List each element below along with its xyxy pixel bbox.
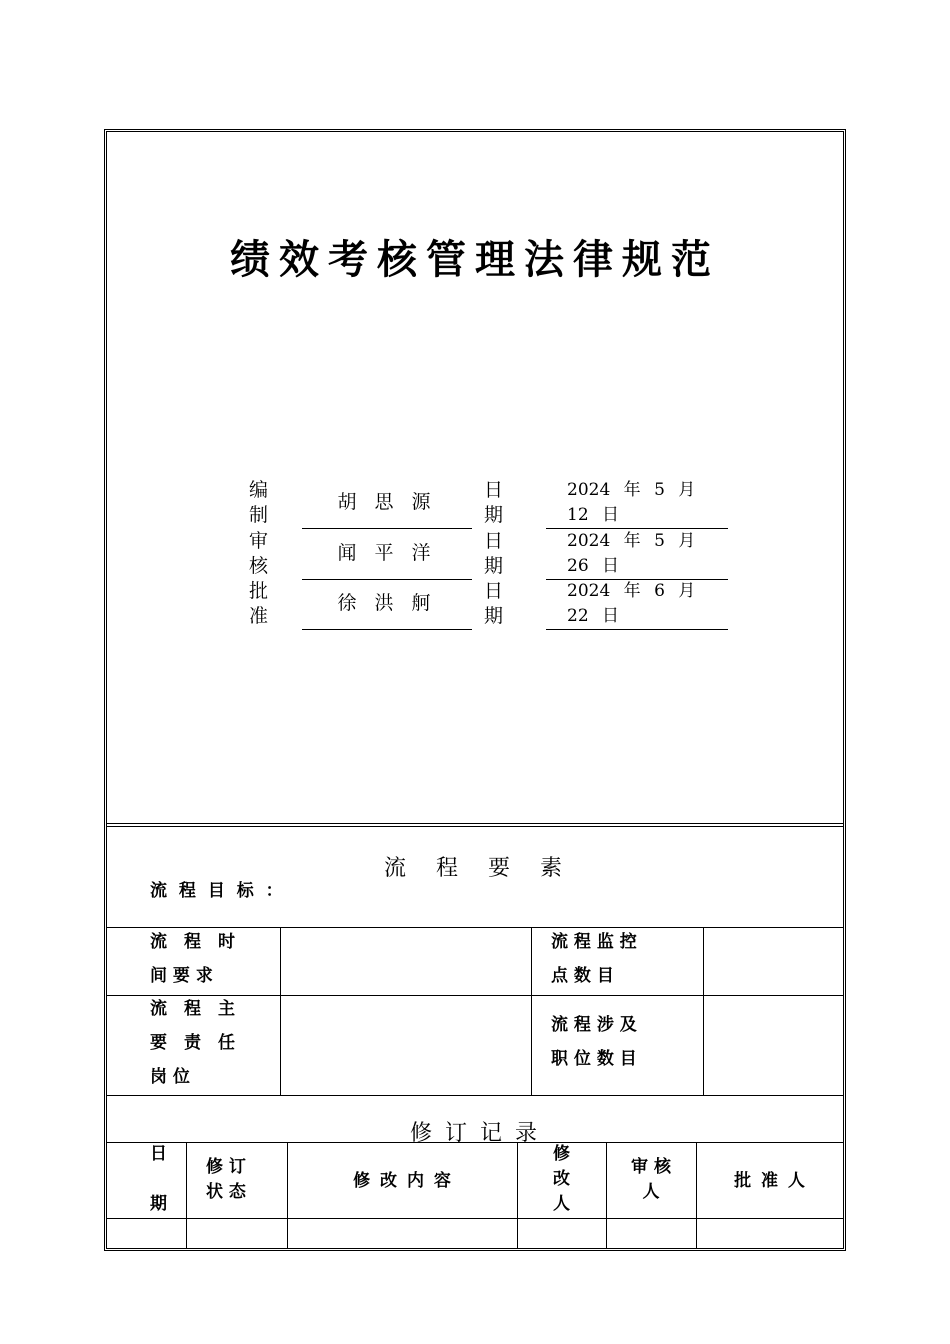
- sig-date-line2: 22 日: [567, 606, 620, 626]
- sig-date-label: 日期: [484, 530, 504, 577]
- revision-header-content: 修 改 内 容: [353, 1171, 451, 1191]
- revision-header-reviewer: 审 核 人: [631, 1157, 671, 1202]
- sig-name-approve: 徐 洪 舸: [337, 592, 437, 614]
- sig-label-review: 审核: [249, 530, 269, 577]
- table-rule: [186, 1142, 187, 1248]
- process-duty-label: 流 程 主 要 责 任 岗 位: [150, 999, 235, 1087]
- sig-date-line2: 26 日: [567, 556, 620, 576]
- sig-underline: [302, 629, 472, 630]
- process-monitor-label: 流 程 监 控 点 数 目: [551, 932, 637, 986]
- sig-underline: [546, 629, 728, 630]
- revision-header-modifier: 修 改 人: [553, 1144, 570, 1214]
- process-section-title: 流 程 要 素: [383, 856, 566, 881]
- sig-date-line1: 2024 年 5 月: [567, 531, 696, 551]
- sig-date-label: 日期: [484, 479, 504, 526]
- sig-date-line1: 2024 年 6 月: [567, 581, 696, 601]
- revision-header-date: 日 期: [150, 1144, 167, 1214]
- revision-section-title: 修 订 记 录: [410, 1121, 540, 1146]
- revision-header-status: 修 订 状 态: [206, 1157, 246, 1202]
- process-goal-label: 流 程 目 标 ：: [150, 881, 283, 901]
- table-rule: [107, 1218, 843, 1219]
- section-divider: [107, 823, 843, 827]
- sig-label-compile: 编制: [249, 479, 269, 526]
- sig-underline: [302, 579, 472, 580]
- sig-date-label: 日期: [484, 580, 504, 627]
- table-rule: [703, 927, 704, 1095]
- table-rule: [280, 927, 281, 1095]
- sig-date-line1: 2024 年 5 月: [567, 480, 696, 500]
- sig-label-approve: 批准: [249, 580, 269, 627]
- sig-name-compile: 胡 思 源: [337, 491, 437, 513]
- document-title: 绩效考核管理法律规范: [230, 237, 720, 283]
- table-rule: [531, 927, 532, 1095]
- table-rule: [107, 1142, 843, 1143]
- sig-underline: [302, 528, 472, 529]
- revision-header-approver: 批 准 人: [734, 1171, 805, 1191]
- sig-name-review: 闻 平 洋: [337, 542, 437, 564]
- sig-date-line2: 12 日: [567, 505, 620, 525]
- process-time-label: 流 程 时 间 要 求: [150, 932, 235, 986]
- process-positions-label: 流 程 涉 及 职 位 数 目: [551, 1015, 637, 1069]
- table-rule: [107, 1095, 843, 1096]
